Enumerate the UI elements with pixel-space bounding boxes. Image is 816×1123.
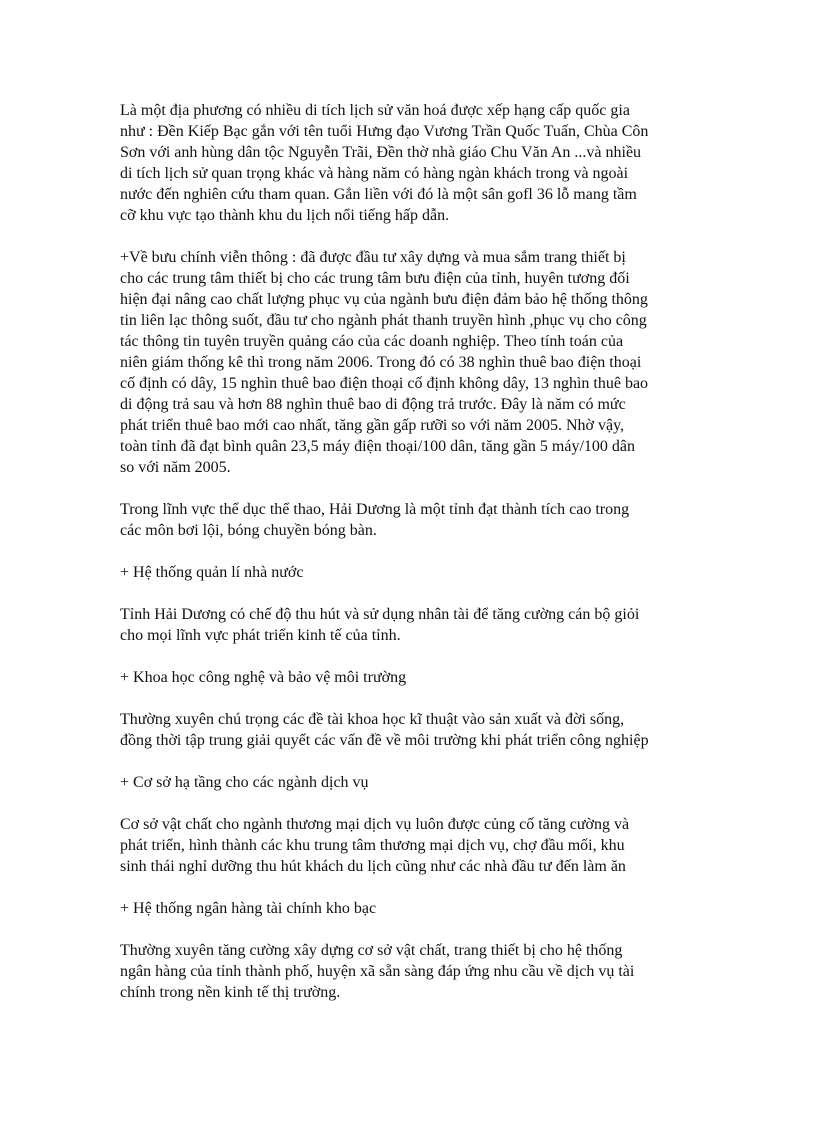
text-line: + Hệ thống ngân hàng tài chính kho bạc bbox=[120, 900, 377, 917]
text-line: tác thông tin tuyên truyền quảng cáo của các doanh nghiệp. Theo tính toán của bbox=[120, 333, 624, 350]
text-line: cố định có dây, 15 nghìn thuê bao điện thoại cố định không dây, 13 nghìn thuê bao bbox=[120, 375, 649, 392]
paragraph bbox=[120, 247, 710, 478]
paragraph bbox=[120, 499, 710, 541]
text-line: các môn bơi lội, bóng chuyền bóng bàn. bbox=[120, 522, 377, 539]
paragraph bbox=[120, 709, 710, 751]
paragraph bbox=[120, 604, 710, 646]
text-line: di tích lịch sử quan trọng khác và hàng năm có hàng ngàn khách trong và ngoài bbox=[120, 165, 629, 182]
text-line: + Khoa học công nghệ và bảo vệ môi trường bbox=[120, 669, 407, 686]
text-line: chính trong nền kinh tế thị trường. bbox=[120, 984, 341, 1001]
text-line: tin liên lạc thông suốt, đầu tư cho ngành phát thanh truyền hình ,phục vụ cho công bbox=[120, 312, 647, 329]
text-line: Sơn với anh hùng dân tộc Nguyễn Trãi, Đền thờ nhà giáo Chu Văn An ...và nhiều bbox=[120, 144, 642, 161]
text-line: sinh thái nghỉ dưỡng thu hút khách du lịch cũng như các nhà đầu tư đến làm ăn bbox=[120, 858, 626, 875]
text-line: cỡ khu vực tạo thành khu du lịch nổi tiếng hấp dẫn. bbox=[120, 207, 450, 224]
paragraph bbox=[120, 898, 710, 919]
paragraph bbox=[120, 562, 710, 583]
text-line: + Cơ sở hạ tầng cho các ngành dịch vụ bbox=[120, 774, 369, 791]
paragraph bbox=[120, 814, 710, 877]
text-line: Cơ sở vật chất cho ngành thương mại dịch vụ luôn được củng cố tăng cường và bbox=[120, 816, 630, 833]
text-line: +Về bưu chính viễn thông : đã được đầu tư xây dựng và mua sắm trang thiết bị bbox=[120, 249, 626, 266]
text-line: so với năm 2005. bbox=[120, 459, 231, 476]
paragraph bbox=[120, 940, 710, 1003]
text-line: phát triển, hình thành các khu trung tâm thương mại dịch vụ, chợ đầu mối, khu bbox=[120, 837, 625, 854]
text-line: niên giám thống kê thì trong năm 2006. Trong đó có 38 nghìn thuê bao điện thoại bbox=[120, 354, 642, 371]
text-line: Trong lĩnh vực thể dục thể thao, Hải Dương là một tỉnh đạt thành tích cao trong bbox=[120, 501, 630, 518]
paragraph bbox=[120, 100, 710, 226]
paragraph bbox=[120, 772, 710, 793]
text-line: như : Đền Kiếp Bạc gắn với tên tuổi Hưng đạo Vương Trần Quốc Tuấn, Chùa Côn bbox=[120, 123, 649, 140]
text-line: Là một địa phương có nhiều di tích lịch sử văn hoá được xếp hạng cấp quốc gia bbox=[120, 102, 630, 119]
text-line: di động trả sau và hơn 88 nghìn thuê bao di động trả trước. Đây là năm có mức bbox=[120, 396, 626, 413]
text-line: nước đến nghiên cứu tham quan. Gắn liền với đó là một sân gofl 36 lỗ mang tầm bbox=[120, 186, 637, 203]
text-line: hiện đại nâng cao chất lượng phục vụ của ngành bưu điện đảm bảo hệ thống thông bbox=[120, 291, 648, 308]
text-line: đồng thời tập trung giải quyết các vấn đề về môi trường khi phát triển công nghiệp bbox=[120, 732, 649, 749]
text-line: ngân hàng của tỉnh thành phố, huyện xã sẵn sàng đáp ứng nhu cầu về dịch vụ tài bbox=[120, 963, 635, 980]
text-line: cho các trung tâm thiết bị cho các trung tâm bưu điện của tỉnh, huyên tương đối bbox=[120, 270, 630, 287]
text-line: phát triển thuê bao mới cao nhất, tăng gần gấp rưỡi so với năm 2005. Nhờ vậy, bbox=[120, 417, 625, 434]
text-line: toàn tỉnh đã đạt bình quân 23,5 máy điện thoại/100 dân, tăng gần 5 máy/100 dân bbox=[120, 438, 636, 455]
text-line: Tỉnh Hải Dương có chế độ thu hút và sử dụng nhân tài để tăng cường cán bộ giỏi bbox=[120, 606, 640, 623]
text-line: Thường xuyên tăng cường xây dựng cơ sở vật chất, trang thiết bị cho hệ thống bbox=[120, 942, 623, 959]
text-line: Thường xuyên chú trọng các đề tài khoa học kĩ thuật vào sản xuất và đời sống, bbox=[120, 711, 625, 728]
document-body bbox=[120, 100, 710, 1024]
text-line: + Hệ thống quản lí nhà nước bbox=[120, 564, 304, 581]
paragraph bbox=[120, 667, 710, 688]
text-line: cho mọi lĩnh vực phát triển kinh tế của tỉnh. bbox=[120, 627, 401, 644]
